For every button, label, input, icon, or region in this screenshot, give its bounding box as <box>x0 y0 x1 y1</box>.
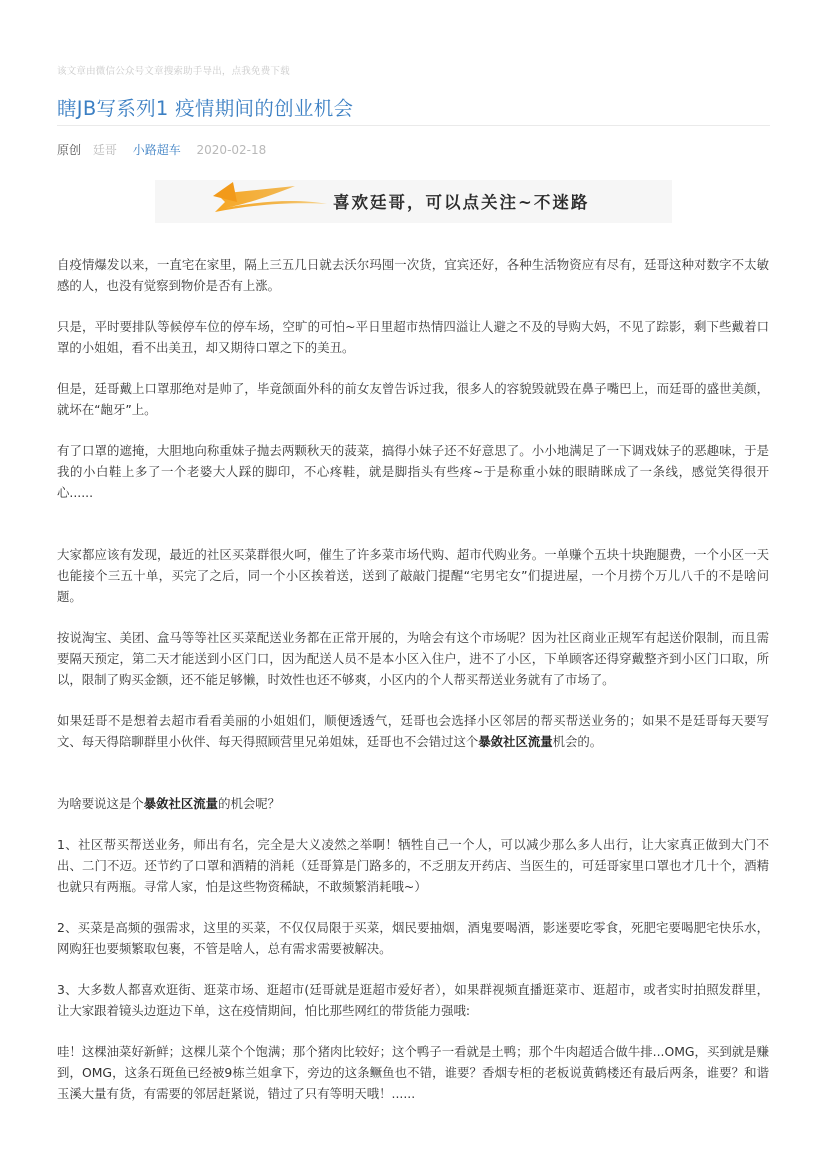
paragraph-text: 的机会呢？ <box>218 796 281 811</box>
paragraph-text: 为啥要说这是个 <box>57 796 144 811</box>
account-link[interactable]: 小路超车 <box>132 143 181 157</box>
paragraph: 大家都应该有发现，最近的社区买菜群很火呵，催生了许多菜市场代购、超市代购业务。一单赚个五块十块跑腿费，一个小区一天也能接个三五十单，买完了之后，同一个小区挨着送，送到了敲敲门提醒“宅男宅女”们提进屋，一个月捞个万儿八千的不是啥问题。 <box>57 547 769 604</box>
article-title: 瞎JB写系列1 疫情期间的创业机会 <box>57 97 354 120</box>
paragraph-text: 机会的。 <box>552 734 603 749</box>
paragraph: 2、买菜是高频的强需求，这里的买菜，不仅仅局限于买菜，烟民要抽烟，酒鬼要喝酒，影迷要吃零食，死肥宅要喝肥宅快乐水，网购狂也要频繁取包裹，不管是啥人，总有需求需要被解决。 <box>57 920 769 956</box>
paragraph: 有了口罩的遮掩，大胆地向称重妹子抛去两颗秋天的菠菜，搞得小妹子还不好意思了。小小地满足了一下调戏妹子的恶趣味，于是我的小白鞋上多了一个老婆大人踩的脚印，不心疼鞋，就是脚指头有些疼~于是称重小妹的眼睛眯成了一条线，感觉笑得很开心...... <box>57 443 769 500</box>
paragraph <box>57 793 769 814</box>
follow-banner-image <box>155 180 672 223</box>
publish-date: 2020-02-18 <box>196 143 267 157</box>
original-tag: 原创 <box>57 143 82 157</box>
paragraph: 只是，平时要排队等候停车位的停车场，空旷的可怕~平日里超市热情四溢让人避之不及的导购大妈，不见了踪影，剩下些戴着口罩的小姐姐，看不出美丑，却又期待口罩之下的美丑。 <box>57 319 769 355</box>
paragraph: 哇！这棵油菜好新鲜；这棵儿菜个个饱满；那个猪肉比较好；这个鸭子一看就是土鸭；那个牛肉超适合做牛排...OMG，买到就是赚到，OMG，这条石斑鱼已经被9栋兰姐拿下，旁边的这条鳜鱼也不错，谁要？香烟专柜的老板说黄鹤楼还有最后两条，谁要？和谐玉溪大量有货，有需要的邻居赶紧说，错过了只有等明天哦！...... <box>57 1044 769 1101</box>
bold-highlight: 暴敛社区流量 <box>143 796 219 811</box>
title-divider <box>57 125 770 126</box>
author-name: 廷哥 <box>92 143 117 157</box>
paragraph: 自疫情爆发以来，一直宅在家里，隔上三五几日就去沃尔玛囤一次货，宜宾还好，各种生活物资应有尽有，廷哥这种对数字不太敏感的人，也没有觉察到物价是否有上涨。 <box>57 257 769 293</box>
article-body <box>57 254 769 1124</box>
paragraph-text: 如果廷哥不是想着去超市看看美丽的小姐姐们，顺便透透气，廷哥也会选择小区邻居的帮买帮送业务的；如果不是廷哥每天要写文、每天得陪聊群里小伙伴、每天得照顾营里兄弟姐妹，廷哥也不会错过这个 <box>57 713 769 749</box>
banner-caption: 喜欢廷哥，可以点关注~不迷路 <box>333 193 590 212</box>
paragraph: 3、大多数人都喜欢逛街、逛菜市场、逛超市(廷哥就是逛超市爱好者），如果群视频直播逛菜市、逛超市，或者实时拍照发群里，让大家跟着镜头边逛边下单，这在疫情期间，怕比那些网红的带货能力强哦: <box>57 982 769 1018</box>
export-notice-link[interactable]: 该文章由微信公众号文章搜索助手导出，点我免费下载 <box>57 66 290 77</box>
bold-highlight: 暴敛社区流量 <box>478 734 553 749</box>
paragraph: 1、社区帮买帮送业务，师出有名，完全是大义凌然之举啊！牺牲自己一个人，可以减少那么多人出行，让大家真正做到大门不出、二门不迈。还节约了口罩和酒精的消耗（廷哥算是门路多的，不乏朋友开药店、当医生的，可廷哥家里口罩也才几十个，酒精也就只有两瓶。寻常人家，怕是这些物资稀缺，不敢频繁消耗哦~） <box>57 837 769 894</box>
paragraph <box>57 710 769 752</box>
paragraph: 但是，廷哥戴上口罩那绝对是帅了，毕竟颌面外科的前女友曾告诉过我，很多人的容貌毁就毁在鼻子嘴巴上，而廷哥的盛世美颜，就坏在“龅牙”上。 <box>57 381 769 417</box>
article-meta <box>57 141 274 158</box>
paragraph: 按说淘宝、美团、盒马等等社区买菜配送业务都在正常开展的，为啥会有这个市场呢？因为社区商业正规军有起送价限制，而且需要隔天预定，第二天才能送到小区门口，因为配送人员不是本小区入住户，进不了小区，下单顾客还得穿戴整齐到小区门口取，所以，限制了购买金额，还不能足够懒，时效性也还不够爽，小区内的个人帮买帮送业务就有了市场了。 <box>57 630 769 687</box>
